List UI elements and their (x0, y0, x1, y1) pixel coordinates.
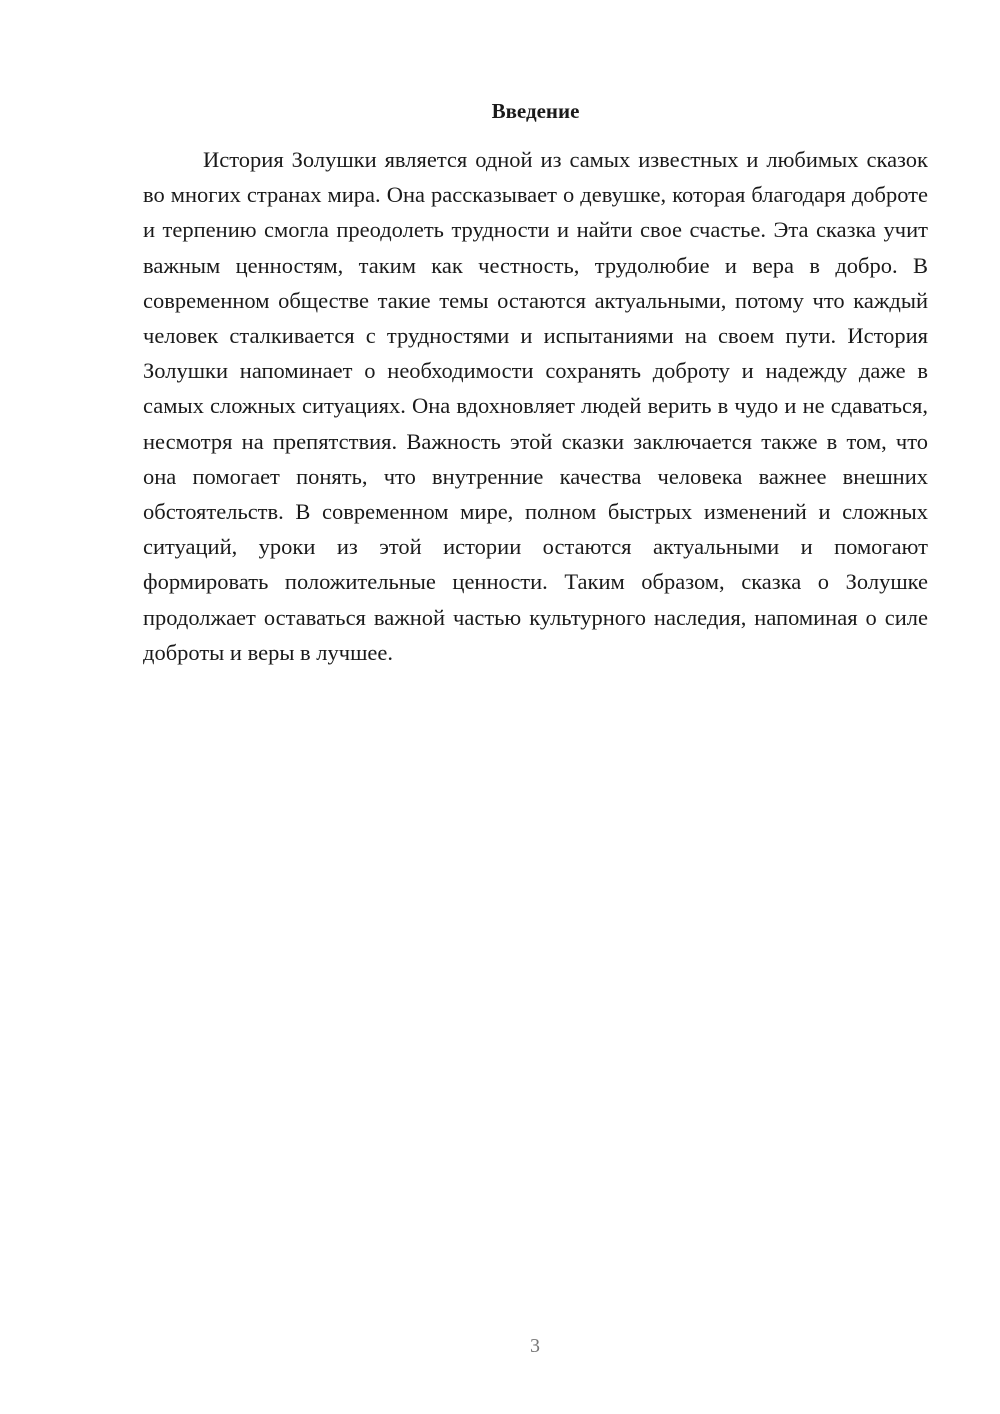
section-heading: Введение (491, 99, 580, 123)
page-number: 3 (530, 1335, 540, 1357)
body-paragraph: История Золушки является одной из самых известных и любимых сказок во многих странах мира. Она рассказывает о девушке, которая благодаря доброте и терпению смогла преодолеть трудности и найти свое счастье. Эта сказка учит важным ценностям, таким как честность, трудолюбие и вера в добро. В современном обществе такие темы остаются актуальными, потому что каждый человек сталкивается с трудностями и испытаниями на своем пути. История Золушки напоминает о необходимости сохранять доброту и надежду даже в самых сложных ситуациях. Она вдохновляет людей верить в чудо и не сдаваться, несмотря на препятствия. Важность этой сказки заключается также в том, что она помогает понять, что внутренние качества человека важнее внешних обстоятельств. В современном мире, полном быстрых изменений и сложных ситуаций, уроки из этой истории остаются актуальными и помогают формировать положительные ценности. Таким образом, сказка о Золушке продолжает оставаться важной частью культурного наследия, напоминая о силе доброты и веры в лучшее. (143, 147, 928, 665)
